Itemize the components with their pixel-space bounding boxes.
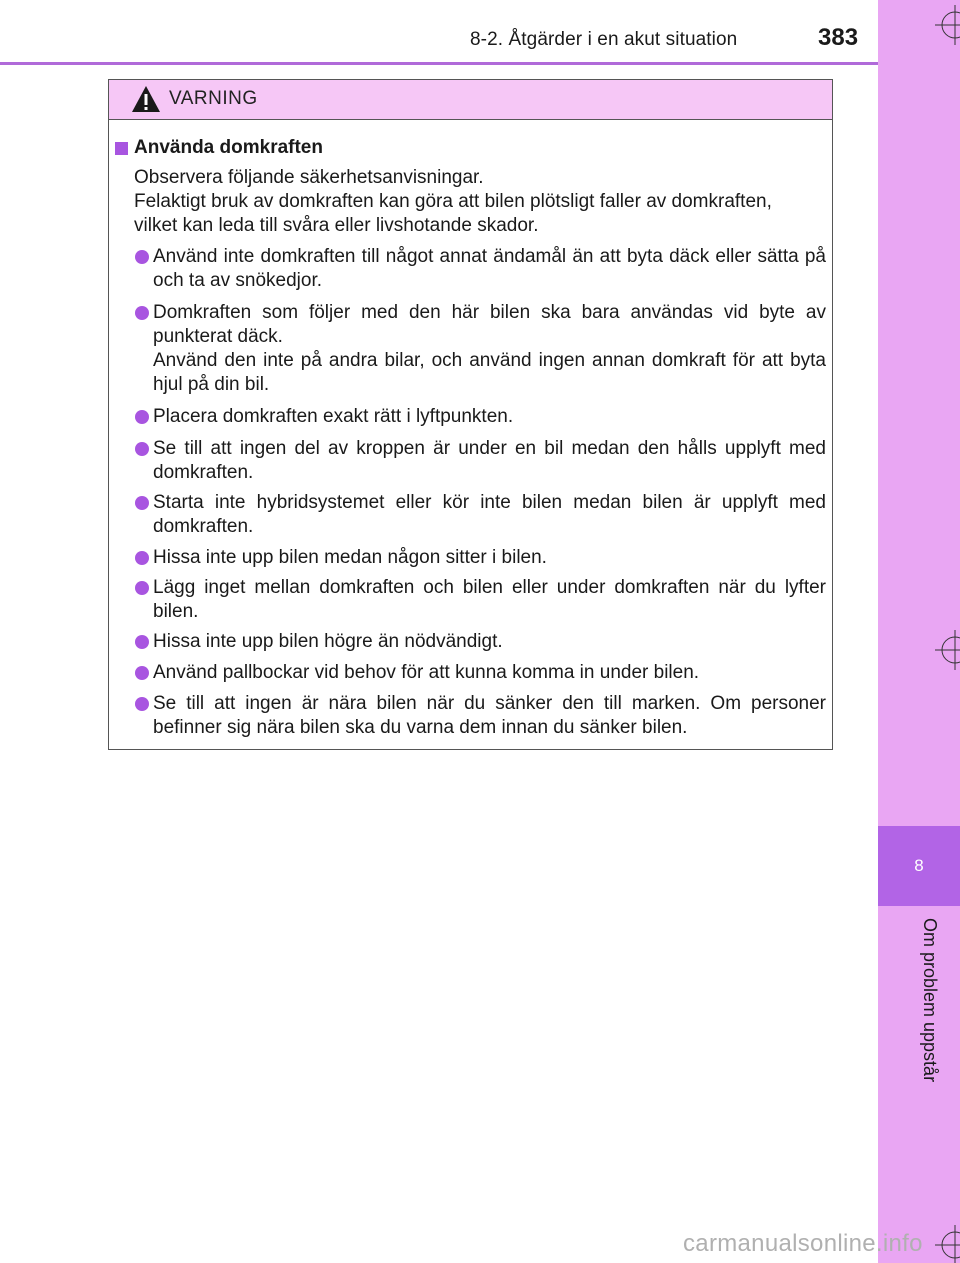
list-item: Starta inte hybridsystemet eller kör inte bilen medan bilen är upplyft med domkraften. bbox=[134, 491, 826, 539]
chapter-title: Om problem uppstår bbox=[920, 918, 940, 1083]
chapter-number[interactable] bbox=[878, 826, 960, 906]
list-item: Domkraften som följer med den här bilen ska bara användas vid byte av punkterat däck. Använd den inte på andra bilar, och använd ingen annan domkraft för att byta hjul på din bil. bbox=[134, 301, 826, 397]
bullet-dot-icon bbox=[135, 697, 149, 711]
intro-line: vilket kan leda till svåra eller livshotande skador. bbox=[134, 215, 539, 236]
section-title: 8-2. Åtgärder i en akut situation bbox=[470, 29, 738, 50]
warning-box bbox=[108, 79, 833, 750]
subheading-text: Använda domkraften bbox=[134, 137, 323, 158]
chapter-number-label: 8 bbox=[914, 856, 924, 875]
bullet-dot-icon bbox=[135, 250, 149, 264]
intro-text bbox=[134, 166, 834, 238]
bullet-dot-icon bbox=[135, 666, 149, 680]
bullet-dot-icon bbox=[135, 306, 149, 320]
bullet-dot-icon bbox=[135, 551, 149, 565]
page-number: 383 bbox=[818, 24, 859, 51]
bullet-dot-icon bbox=[135, 496, 149, 510]
warning-header bbox=[109, 80, 832, 120]
warning-triangle-icon bbox=[131, 85, 161, 113]
list-item: Se till att ingen är nära bilen när du sänker den till marken. Om personer befinner sig nära bilen ska du varna dem innan du sänker bilen. bbox=[134, 692, 826, 740]
list-item: Hissa inte upp bilen högre än nödvändigt. bbox=[134, 630, 826, 654]
header-rule bbox=[0, 62, 878, 65]
registration-mark-icon bbox=[935, 630, 960, 670]
bullet-dot-icon bbox=[135, 410, 149, 424]
bullet-dot-icon bbox=[135, 635, 149, 649]
square-bullet-icon bbox=[115, 142, 128, 155]
list-item: Se till att ingen del av kroppen är under en bil medan den hålls upplyft med domkraften. bbox=[134, 437, 826, 485]
bullet-dot-icon bbox=[135, 442, 149, 456]
bullet-dot-icon bbox=[135, 581, 149, 595]
list-item: Lägg inget mellan domkraften och bilen eller under domkraften när du lyfter bilen. bbox=[134, 576, 826, 624]
registration-mark-icon bbox=[935, 5, 960, 45]
registration-mark-icon bbox=[935, 1225, 960, 1263]
intro-line: Felaktigt bruk av domkraften kan göra att bilen plötsligt faller av domkraften, bbox=[134, 191, 772, 212]
list-item: Placera domkraften exakt rätt i lyftpunkten. bbox=[134, 405, 826, 429]
intro-line: Observera följande säkerhetsanvisningar. bbox=[134, 167, 484, 188]
list-item: Hissa inte upp bilen medan någon sitter i bilen. bbox=[134, 546, 826, 570]
watermark: carmanualsonline.info bbox=[683, 1230, 923, 1257]
warning-title: VARNING bbox=[169, 88, 258, 109]
subheading bbox=[115, 137, 323, 159]
list-item: Använd inte domkraften till något annat ändamål än att byta däck eller sätta på och ta av snökedjor. bbox=[134, 245, 826, 293]
list-item: Använd pallbockar vid behov för att kunna komma in under bilen. bbox=[134, 661, 826, 685]
